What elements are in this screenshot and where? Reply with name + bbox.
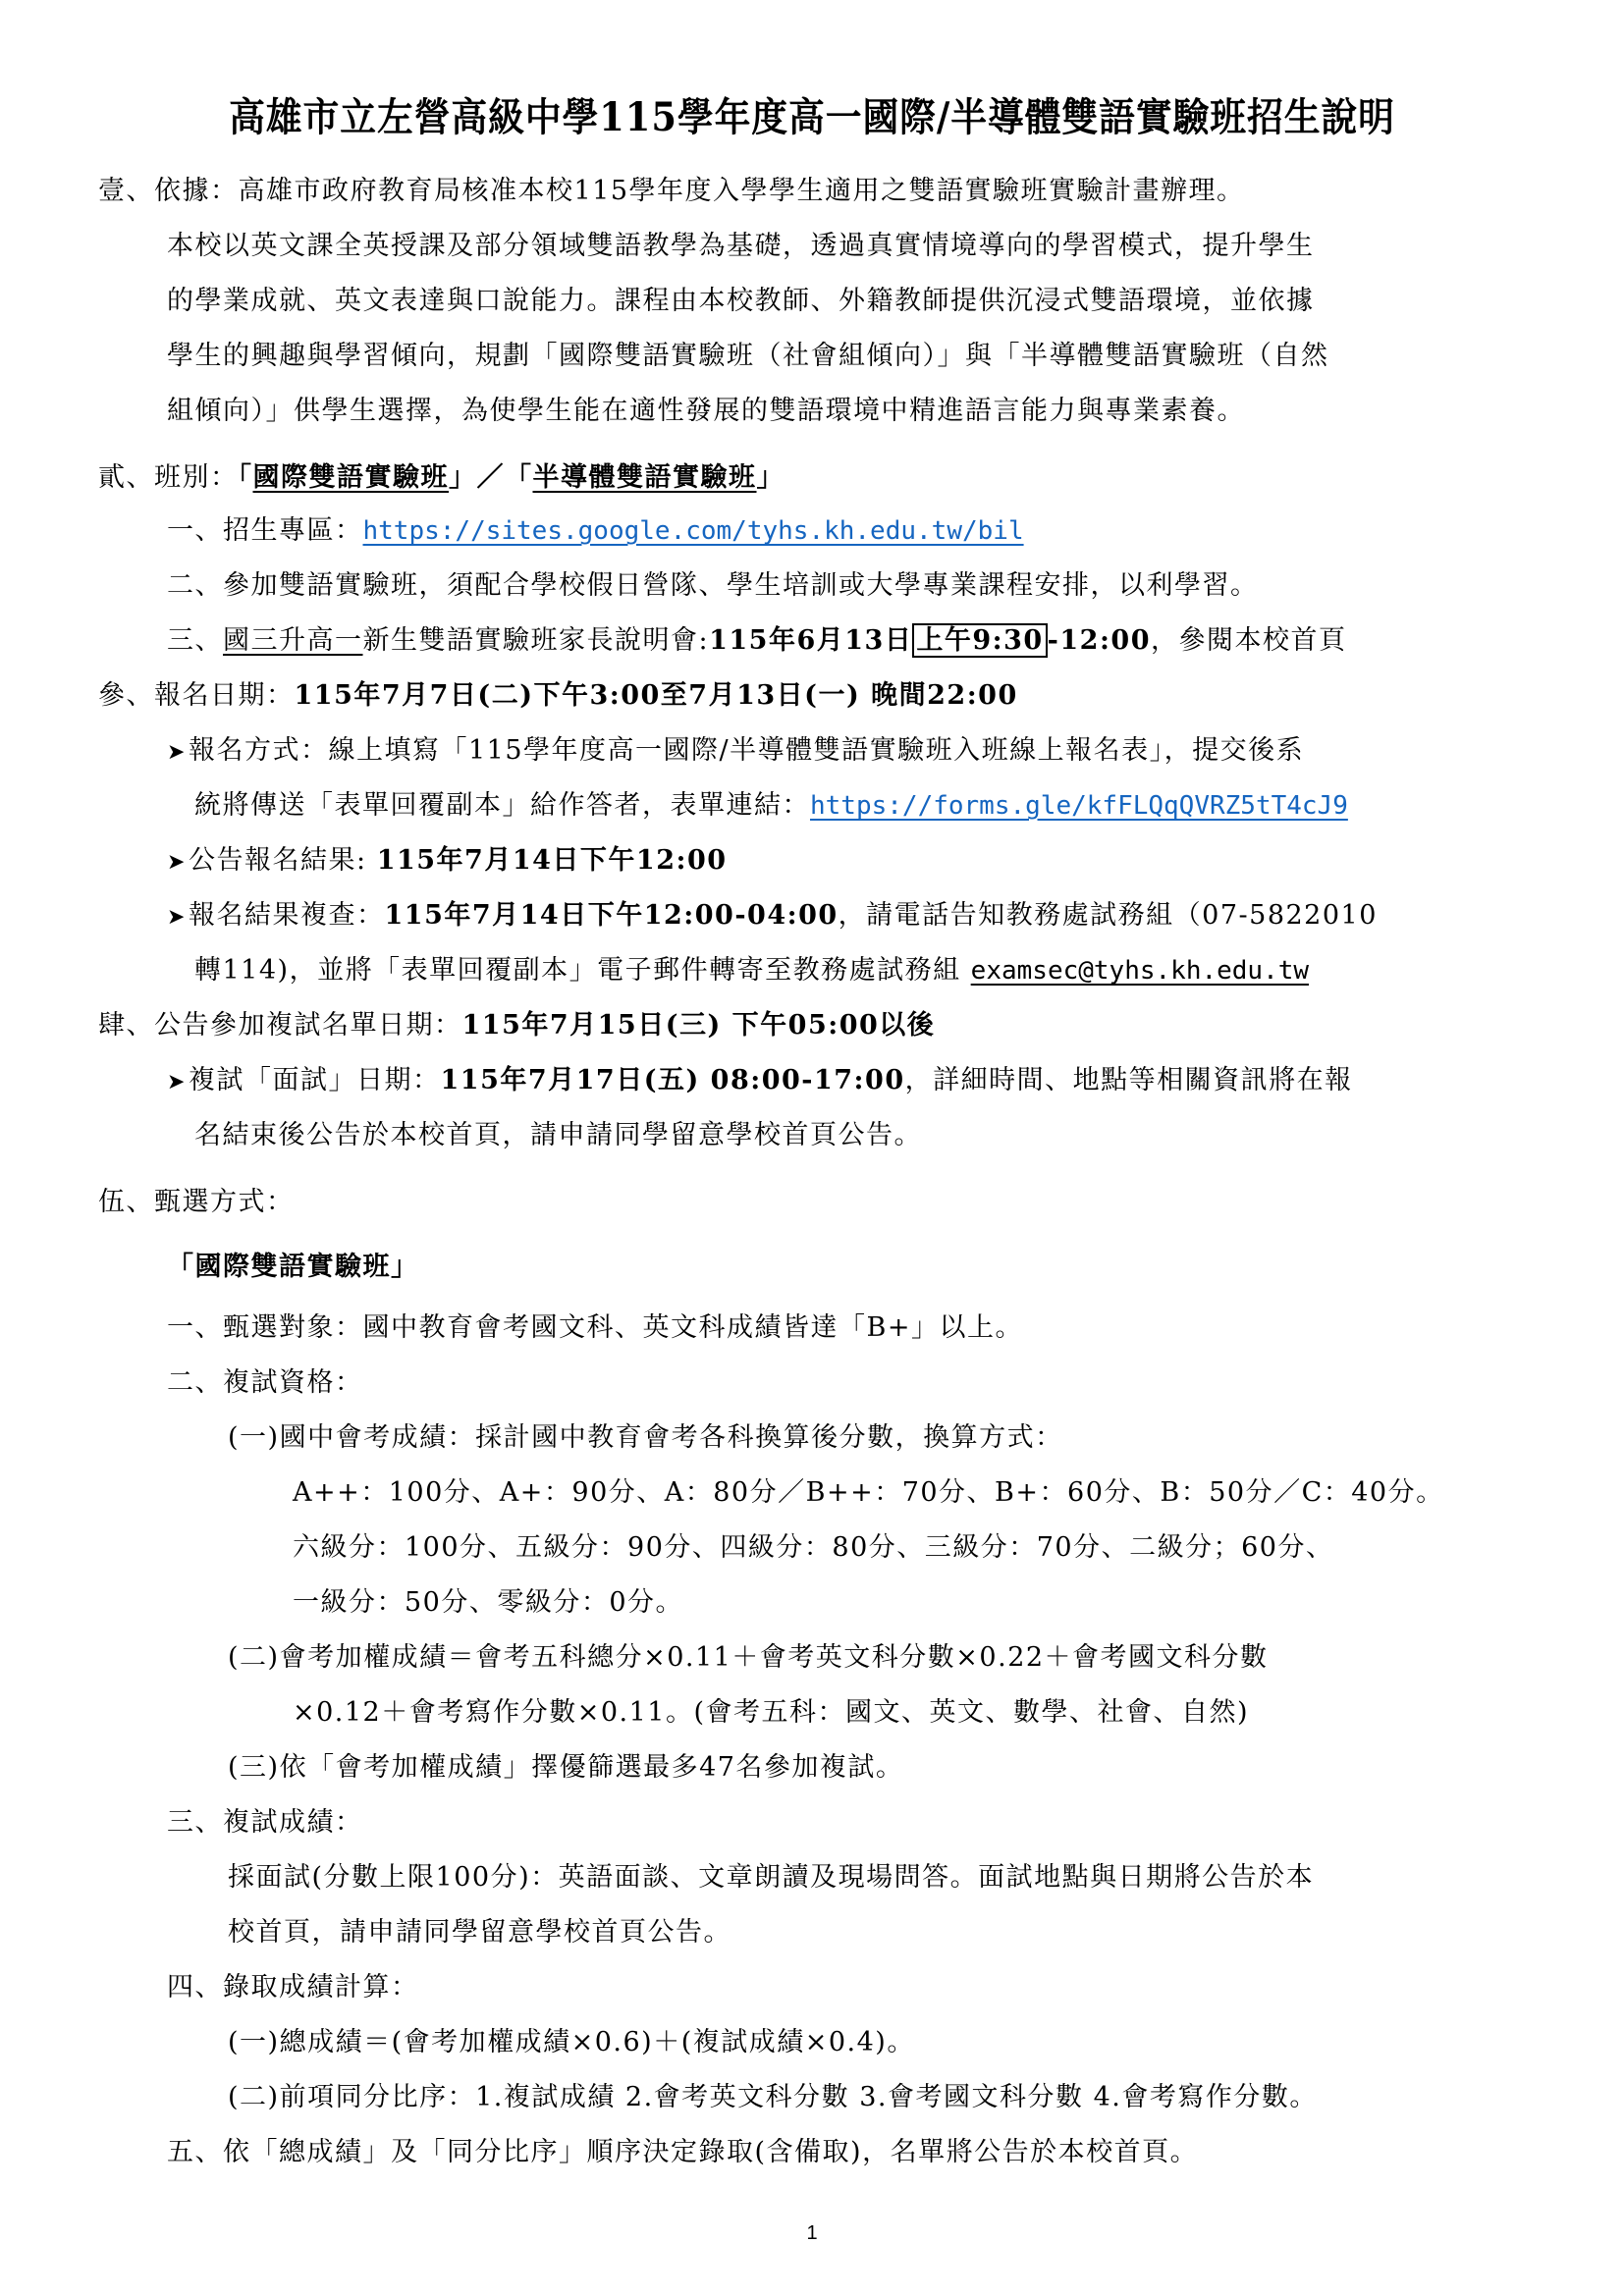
arrow-bullet-icon: ➤ — [167, 740, 187, 765]
section-5-item-3-line1: 採面試(分數上限100分)：英語面談、文章朗讀及現場問答。面試地點與日期將公告於本 — [228, 1862, 1315, 1893]
section-5-sub-3: (三)依「會考加權成績」擇優篩選最多47名參加複試。 — [228, 1752, 904, 1783]
section-5-sub-1-levels-2: 一級分：50分、零級分：0分。 — [293, 1587, 684, 1618]
section-5-item-4: 四、錄取成績計算： — [167, 1972, 419, 2002]
section-4-announcement: 肆、公告參加複試名單日期：115年7月15日(三) 下午05:00以後 — [98, 1010, 936, 1041]
section-2-classes: 貳、班別：「國際雙語實驗班」／「半導體雙語實驗班」 — [98, 462, 785, 493]
registration-form-link[interactable]: https://forms.gle/kfFLQqQVRZ5tT4cJ9 — [810, 791, 1348, 821]
section-4-bullet-interview: ➤複試「面試」日期：115年7月17日(五) 08:00-17:00，詳細時間、地點等相關資訊將在報 — [167, 1064, 1353, 1099]
section-5-item-5: 五、依「總成績」及「同分比序」順序決定錄取(含備取)，名單將公告於本校首頁。 — [167, 2137, 1199, 2167]
arrow-bullet-icon: ➤ — [167, 905, 187, 930]
section-5-sub-1-grades: A++：100分、A+：90分、A：80分／B++：70分、B+：60分、B：50分／C：40分。 — [293, 1477, 1444, 1508]
section-3-bullet-results: ➤公告報名結果: 115年7月14日下午12:00 — [167, 844, 728, 880]
section-1-para-line: 的學業成就、英文表達與口說能力。課程由本校教師、外籍教師提供沉浸式雙語環境，並依據 — [167, 286, 1315, 316]
section-2-item-1: 一、招生專區：https://sites.google.com/tyhs.kh.edu.tw/bil — [167, 515, 1024, 546]
section-1-para-line: 學生的興趣與學習傾向，規劃「國際雙語實驗班（社會組傾向）」與「半導體雙語實驗班（自然 — [167, 341, 1329, 371]
section-4-bullet-line2: 名結束後公告於本校首頁，請申請同學留意學校首頁公告。 — [194, 1120, 922, 1150]
class-international: 國際雙語實驗班 — [252, 462, 449, 493]
document-title: 高雄市立左營高級中學115學年度高一國際/半導體雙語實驗班招生說明 — [229, 94, 1395, 140]
section-5-sub-1: (一)國中會考成績：採計國中教育會考各科換算後分數，換算方式： — [228, 1422, 1063, 1453]
section-5-sub-2-line2: ×0.12＋會考寫作分數×0.11。(會考五科：國文、英文、數學、社會、自然) — [293, 1697, 1250, 1728]
section-3-bullet-review-line2: 轉114)，並將「表單回覆副本」電子郵件轉寄至教務處試務組 examsec@tyhs.kh.edu.tw — [194, 955, 1310, 986]
section-5-item-1: 一、甄選對象：國中教育會考國文科、英文科成績皆達「B+」以上。 — [167, 1312, 1023, 1343]
section-5-sub-2: (二)會考加權成績＝會考五科總分×0.11＋會考英文科分數×0.22＋會考國文科分數 — [228, 1642, 1269, 1673]
section-1-basis: 壹、依據：高雄市政府教育局核准本校115學年度入學學生適用之雙語實驗班實驗計畫辦理。 — [98, 176, 1245, 206]
section-5-item-2: 二、複試資格： — [167, 1367, 363, 1398]
section-2-item-3: 三、國三升高一新生雙語實驗班家長說明會:115年6月13日 上午9:30 -12:00，參閱本校首頁 — [167, 625, 1347, 656]
section-3-registration-dates: 參、報名日期：115年7月7日(二)下午3:00至7月13日(一) 晚間22:00 — [98, 680, 1018, 711]
exam-office-email-link[interactable]: examsec@tyhs.kh.edu.tw — [970, 956, 1310, 986]
section-3-bullet-method: ➤報名方式：線上填寫「115學年度高一國際/半導體雙語實驗班入班線上報名表」，提交後系 — [167, 734, 1304, 770]
class-semiconductor: 半導體雙語實驗班 — [532, 462, 757, 493]
section-2-item-2: 二、參加雙語實驗班，須配合學校假日營隊、學生培訓或大學專業課程安排，以利學習。 — [167, 570, 1259, 601]
section-5-sub-1-levels: 六級分：100分、五級分：90分、四級分：80分、三級分：70分、二級分；60分、 — [293, 1532, 1334, 1563]
section-5-selection: 伍、甄選方式： — [98, 1187, 295, 1217]
page-number: 1 — [806, 2222, 818, 2244]
section-1-para-line: 組傾向）」供學生選擇，為使學生能在適性發展的雙語環境中精進語言能力與專業素養。 — [167, 396, 1245, 426]
arrow-bullet-icon: ➤ — [167, 850, 187, 875]
section-5-item-4-sub-2: (二)前項同分比序：1.複試成績 2.會考英文科分數 3.會考國文科分數 4.會考寫作分數。 — [228, 2082, 1318, 2112]
arrow-bullet-icon: ➤ — [167, 1070, 187, 1095]
section-3-bullet-method-line2: 統將傳送「表單回覆副本」給作答者，表單連結：https://forms.gle/kfFLQqQVRZ5tT4cJ9 — [194, 790, 1348, 821]
section-1-para-line: 本校以英文課全英授課及部分領域雙語教學為基礎，透過真實情境導向的學習模式，提升學生 — [167, 231, 1315, 261]
boxed-time: 上午9:30 — [912, 623, 1047, 658]
section-5-class-heading: 「國際雙語實驗班」 — [167, 1252, 419, 1282]
section-5-item-4-sub-1: (一)總成績＝(會考加權成績×0.6)＋(複試成績×0.4)。 — [228, 2027, 915, 2057]
section-5-item-3-line2: 校首頁，請申請同學留意學校首頁公告。 — [228, 1917, 731, 1948]
section-3-bullet-review: ➤報名結果複查：115年7月14日下午12:00-04:00，請電話告知教務處試務組（07-5822010 — [167, 899, 1378, 934]
section-5-item-3: 三、複試成績： — [167, 1807, 363, 1838]
enrollment-site-link[interactable]: https://sites.google.com/tyhs.kh.edu.tw/bil — [362, 516, 1024, 546]
